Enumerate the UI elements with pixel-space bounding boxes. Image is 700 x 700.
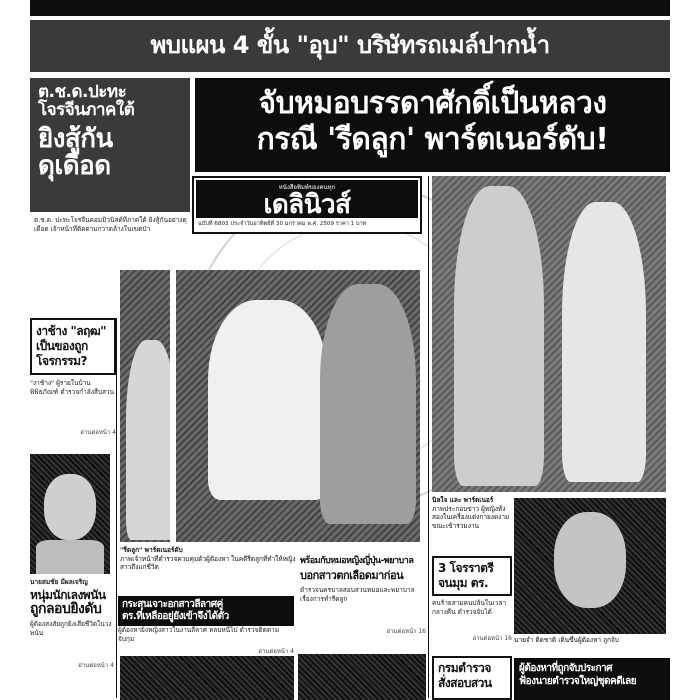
- center-box-headline-line2: ตร.ที่เหลืออยู่ยังเข้าจึงได้ตัว: [122, 611, 229, 622]
- main-headline-line2: กรณี 'รีดลูก' พาร์ตเนอร์ดับ!: [256, 121, 609, 157]
- column-rule-right: [428, 176, 429, 698]
- left-box-continued: อ่านต่อหน้า 4: [80, 429, 116, 436]
- left-headline-line4: ดุเดือด: [38, 150, 111, 181]
- left-boxed-story: [30, 318, 116, 448]
- bottom-left-kicker: นายสมชัย มีผลเจริญ: [30, 578, 88, 586]
- main-photo-text: ภาพเจ้าหน้าที่ตำรวจควบคุมตัวผู้ต้องหา ในคดีรีดลูกที่ทำให้หญิงสาวถึงแก่ชีวิต: [120, 554, 296, 571]
- bottom-right-banner-line2: ฟ้องนายตำรวจใหญ่ชุดคดีเลย: [519, 676, 637, 687]
- bottom-right-box-line2: สั่งสอบสวน: [438, 676, 492, 690]
- photo-figure-left: [126, 340, 176, 540]
- center-story-headline-line1: พร้อมกับหมอหญิงญี่ปุ่น-พยาบาล: [300, 556, 414, 566]
- photo-divider: [170, 270, 176, 542]
- photo-figure-doctor: [208, 300, 328, 500]
- top-strip: [30, 0, 670, 16]
- right-photo-caption-block: [432, 496, 512, 562]
- left-portrait-photo: [30, 454, 110, 574]
- main-photo-caption: "รีดลูก" พาร์ตเนอร์ดับ: [120, 546, 183, 554]
- bottom-left-headline-line2: ถูกลอบยิงดับ: [30, 600, 102, 617]
- center-story-body: ตำรวจนครบาลสอบสวนหมอและพยาบาล เรื่องการทำรีดลูก: [300, 586, 415, 603]
- masthead-tagline: หนังสือพิมพ์ของคนทุก: [278, 184, 336, 191]
- column-rule-left: [116, 318, 117, 698]
- center-story-continued: อ่านต่อหน้า 16: [386, 628, 426, 635]
- right-photo: [432, 176, 666, 492]
- masthead: [192, 176, 422, 234]
- bottom-right-box: [432, 656, 512, 700]
- right-portrait-photo: [514, 498, 666, 634]
- main-photo: [120, 270, 420, 542]
- bottom-left-story: [30, 578, 114, 700]
- masthead-name: เดลินิวส์: [263, 190, 351, 220]
- right-boxed-story: [432, 556, 512, 652]
- right-story-headline-line2: จนมุม ตร.: [438, 576, 489, 590]
- bottom-center-photo: [120, 656, 294, 700]
- main-photo-caption-block: [120, 546, 296, 582]
- right-story-headline-line1: 3 โจรราตรี: [438, 561, 494, 575]
- right-story-body: คนร้ายสามคนปล้นในเวลากลางคืน ตำรวจจับได้: [432, 599, 507, 616]
- bottom-left-continued: อ่านต่อหน้า 4: [78, 662, 114, 670]
- portrait-face: [44, 474, 96, 540]
- bottom-left-body: ผู้ต้องสงสัยถูกยิงเสียชีวิตในวงพนัน: [30, 620, 112, 638]
- main-headline-block: [195, 78, 670, 172]
- left-story-body: ต.ช.ด. ปะทะโจรจีนคอมมิวนิสต์ที่ภาคใต้ ยิงสู้กันอย่างดุเดือด เจ้าหน้าที่ติดตามกวาดล้างในเขตป่า: [34, 216, 187, 233]
- left-box-body: "งาช้าง" ผู้รายในบ้าน พิพิธภัณฑ์ ตำรวจกำลังสืบสวน: [30, 379, 115, 396]
- bottom-right-box-line1: กรมตำรวจ: [438, 661, 491, 675]
- center-story-headline-line2: บอกสาวตกเลือดมาก่อน: [300, 569, 404, 582]
- center-box-continued: อ่านต่อหน้า 4: [258, 648, 294, 655]
- bottom-right-banner-line1: ผู้ต้องหาที่ถูกจับประกาศ: [519, 663, 612, 674]
- bottom-left-headline-line1: หนุ่มนักเลงพนัน: [30, 588, 106, 602]
- right-portrait-face: [554, 512, 626, 608]
- left-headline-line2: โจรจีนภาคใต้: [38, 99, 135, 120]
- portrait-shoulders: [36, 540, 104, 574]
- main-headline-line1: จับหมอบรรดาศักดิ์เป็นหลวง: [258, 86, 607, 121]
- center-box-headline-line1: กระสุนเจาะอกสาวลีลาศคู่: [122, 599, 223, 610]
- left-box-title: งาช้าง "ลฤฒ" เป็นของถูกโจรกรรม?: [30, 318, 116, 375]
- bottom-right-banner: [514, 658, 670, 700]
- photo-woman-left: [454, 186, 544, 486]
- right-photo-text: ภาพประกอบข่าว ผู้หญิงทั้งสองในเครื่องแต่งกายงดงาม ขณะเข้าร่วมงาน: [432, 504, 510, 530]
- photo-woman-right: [562, 202, 646, 482]
- center-box-body: ผู้ต้องหายิงหญิงสาวในงานลีลาศ หลบหนีไป ตำรวจติดตามจับกุม: [118, 626, 279, 643]
- photo-figure-officer: [320, 284, 416, 524]
- masthead-logo: [196, 180, 418, 218]
- left-headline-line3: ยิงสู้กัน: [38, 123, 113, 154]
- masthead-issue-line: ฉบับที่ 6803 ประจำวันอาทิตย์ที่ 30 มกราคม พ.ศ. 2509 ราคา 1 บาท: [198, 221, 367, 227]
- center-story: [300, 556, 426, 646]
- center-box-headline: [118, 596, 294, 626]
- right-story-continued: อ่านต่อหน้า 16: [472, 635, 512, 642]
- top-headline: พบแผน 4 ขั้น "อุบ" บริษัทรถเมล์ปากน้ำ: [30, 20, 670, 72]
- bottom-center-photo-2: [298, 654, 426, 700]
- right-photo-caption: นิลใจ และ พาร์ตเนอร์: [432, 496, 494, 504]
- left-headline-line1: ต.ช.ด.ปะทะ: [38, 82, 127, 102]
- center-box-body-wrap: [118, 626, 294, 656]
- right-portrait-caption: นายจำ ติดชาติ เดินขึ้นผู้ต้องหา ถูกจับ: [514, 636, 619, 644]
- left-headline-block: [30, 78, 190, 212]
- right-story-headline: [432, 556, 512, 596]
